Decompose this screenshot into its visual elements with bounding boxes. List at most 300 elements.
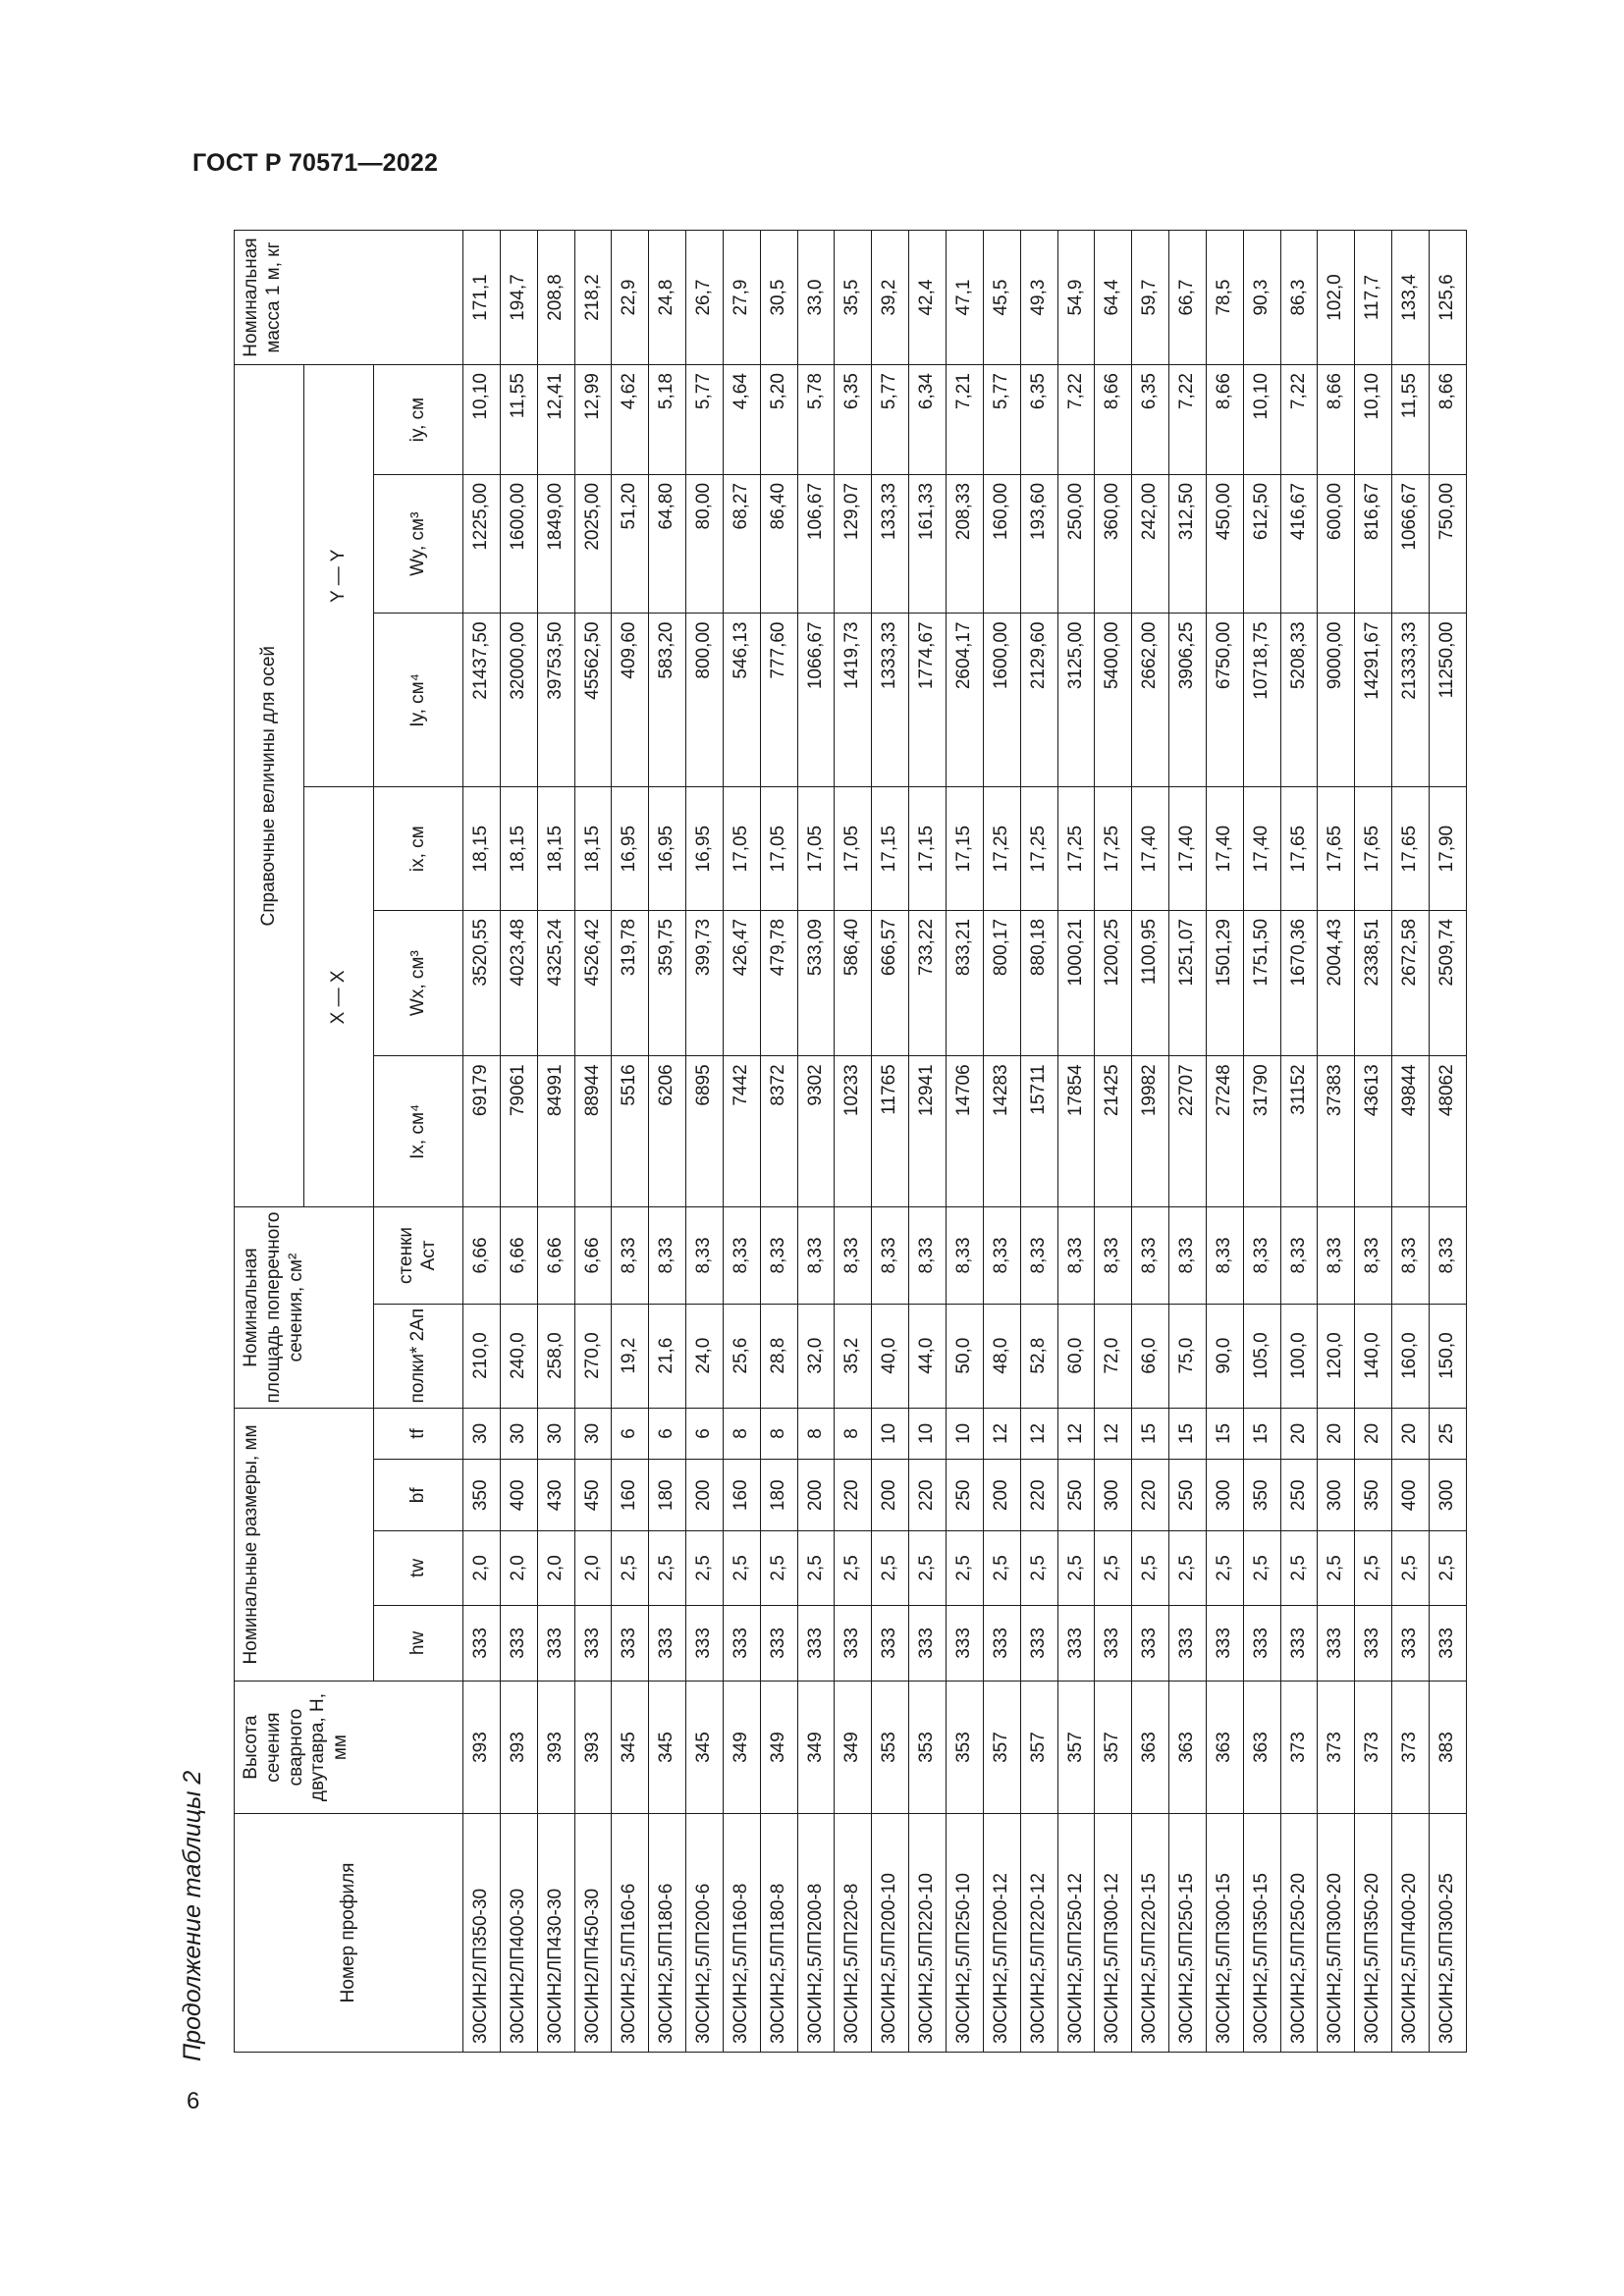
table-cell: 357	[1020, 1682, 1057, 1814]
table-cell: 2,0	[537, 1531, 574, 1605]
table-cell: 333	[1280, 1605, 1318, 1682]
table-cell: 8,66	[1206, 365, 1243, 475]
header-axis-x: X — X	[304, 787, 374, 1207]
table-cell: 17,15	[946, 787, 983, 911]
table-cell: 17,05	[760, 787, 797, 911]
standard-title: ГОСТ Р 70571—2022	[192, 149, 439, 177]
table-cell: 88944	[574, 1056, 612, 1207]
table-cell: 200	[686, 1460, 724, 1531]
header-profile-number: Номер профиля	[235, 1813, 463, 2052]
table-cell: 8,66	[1318, 365, 1355, 475]
profile-table	[234, 230, 1467, 2053]
table-cell: 84991	[537, 1056, 574, 1207]
table-cell: 4,64	[723, 365, 760, 475]
table-cell: 31790	[1243, 1056, 1280, 1207]
table-cell: 69179	[463, 1056, 501, 1207]
table-cell: 5,18	[649, 365, 686, 475]
table-cell: 8,33	[1429, 1207, 1466, 1304]
table-row	[574, 231, 612, 2053]
table-cell: 27,9	[723, 231, 760, 365]
header-nominal-dimensions: Номинальные размеры, мм	[235, 1408, 374, 1682]
table-cell: 333	[1132, 1605, 1169, 1682]
table-cell: 30СИН2,5ЛП300-12	[1095, 1813, 1132, 2052]
table-cell: 15	[1169, 1408, 1207, 1460]
table-cell: 15	[1206, 1408, 1243, 1460]
table-cell: 10	[909, 1408, 947, 1460]
table-cell: 6895	[686, 1056, 724, 1207]
table-cell: 250,00	[1057, 474, 1095, 614]
table-cell: 17,25	[983, 787, 1020, 911]
table-cell: 2,5	[723, 1531, 760, 1605]
table-cell: 333	[686, 1605, 724, 1682]
table-row	[1095, 231, 1132, 2053]
table-cell: 2,5	[1392, 1531, 1430, 1605]
table-cell: 1251,07	[1169, 910, 1207, 1055]
table-cell: 333	[872, 1605, 909, 1682]
table-cell: 45562,50	[574, 614, 612, 787]
table-cell: 21425	[1095, 1056, 1132, 1207]
header-bf: bf	[374, 1460, 463, 1531]
table-row	[500, 231, 537, 2053]
table-cell: 30СИН2,5ЛП220-8	[835, 1813, 872, 2052]
table-cell: 750,00	[1429, 474, 1466, 614]
table-cell: 4,62	[612, 365, 649, 475]
table-cell: 333	[1020, 1605, 1057, 1682]
table-cell: 30СИН2,5ЛП350-15	[1243, 1813, 1280, 2052]
table-cell: 393	[463, 1682, 501, 1814]
table-cell: 1849,00	[537, 474, 574, 614]
table-cell: 383	[1429, 1682, 1466, 1814]
header-axis-y: Y — Y	[304, 365, 374, 787]
table-cell: 2662,00	[1132, 614, 1169, 787]
table-cell: 26,7	[686, 231, 724, 365]
table-cell: 777,60	[760, 614, 797, 787]
table-cell: 12941	[909, 1056, 947, 1207]
table-cell: 17,05	[835, 787, 872, 911]
table-row	[463, 231, 501, 2053]
table-cell: 333	[574, 1605, 612, 1682]
table-cell: 208,33	[946, 474, 983, 614]
table-cell: 24,0	[686, 1304, 724, 1408]
table-cell: 106,67	[797, 474, 835, 614]
table-cell: 6,35	[835, 365, 872, 475]
table-cell: 18,15	[574, 787, 612, 911]
table-cell: 8,33	[946, 1207, 983, 1304]
table-cell: 333	[612, 1605, 649, 1682]
table-cell: 353	[872, 1682, 909, 1814]
page-number: 6	[187, 2088, 200, 2114]
table-row	[1429, 231, 1466, 2053]
table-cell: 1600,00	[983, 614, 1020, 787]
table-cell: 160,00	[983, 474, 1020, 614]
header-area-web: стенки Aст	[374, 1207, 463, 1304]
table-cell: 49,3	[1020, 231, 1057, 365]
table-cell: 600,00	[1318, 474, 1355, 614]
table-cell: 8,33	[1355, 1207, 1392, 1304]
table-cell: 86,3	[1280, 231, 1318, 365]
table-cell: 24,8	[649, 231, 686, 365]
header-tf: tf	[374, 1408, 463, 1460]
table-cell: 30СИН2,5ЛП220-10	[909, 1813, 947, 2052]
table-cell: 6,66	[500, 1207, 537, 1304]
table-row	[872, 231, 909, 2053]
table-cell: 90,0	[1206, 1304, 1243, 1408]
table-row	[723, 231, 760, 2053]
table-cell: 25	[1429, 1408, 1466, 1460]
table-cell: 2,5	[1169, 1531, 1207, 1605]
table-row	[1318, 231, 1355, 2053]
table-cell: 17,15	[909, 787, 947, 911]
header-hw: hw	[374, 1605, 463, 1682]
table-cell: 6,35	[1132, 365, 1169, 475]
table-cell: 160,0	[1392, 1304, 1430, 1408]
table-row	[1243, 231, 1280, 2053]
table-cell: 359,75	[649, 910, 686, 1055]
table-cell: 30СИН2,5ЛП180-6	[649, 1813, 686, 2052]
table-cell: 64,4	[1095, 231, 1132, 365]
table-cell: 300	[1095, 1460, 1132, 1531]
table-cell: 666,57	[872, 910, 909, 1055]
table-cell: 353	[946, 1682, 983, 1814]
table-cell: 7,22	[1057, 365, 1095, 475]
table-cell: 2025,00	[574, 474, 612, 614]
table-cell: 16,95	[612, 787, 649, 911]
table-cell: 2509,74	[1429, 910, 1466, 1055]
table-cell: 350	[1243, 1460, 1280, 1531]
table-cell: 333	[537, 1605, 574, 1682]
table-cell: 2672,58	[1392, 910, 1430, 1055]
table-row	[537, 231, 574, 2053]
table-cell: 8,33	[1206, 1207, 1243, 1304]
table-cell: 816,67	[1355, 474, 1392, 614]
table-row	[1392, 231, 1430, 2053]
table-cell: 399,73	[686, 910, 724, 1055]
table-cell: 2,5	[983, 1531, 1020, 1605]
table-cell: 2,5	[612, 1531, 649, 1605]
table-cell: 8,33	[1318, 1207, 1355, 1304]
table-cell: 345	[612, 1682, 649, 1814]
table-cell: 35,2	[835, 1304, 872, 1408]
table-cell: 393	[537, 1682, 574, 1814]
table-cell: 353	[909, 1682, 947, 1814]
table-cell: 14706	[946, 1056, 983, 1207]
table-cell: 2,5	[835, 1531, 872, 1605]
table-cell: 416,67	[1280, 474, 1318, 614]
table-cell: 25,6	[723, 1304, 760, 1408]
table-cell: 17,40	[1206, 787, 1243, 911]
table-cell: 479,78	[760, 910, 797, 1055]
table-cell: 75,0	[1169, 1304, 1207, 1408]
table-cell: 5208,33	[1280, 614, 1318, 787]
table-cell: 2,5	[1057, 1531, 1095, 1605]
table-cell: 546,13	[723, 614, 760, 787]
table-cell: 17,65	[1355, 787, 1392, 911]
table-cell: 1501,29	[1206, 910, 1243, 1055]
table-cell: 30	[500, 1408, 537, 1460]
table-row	[1280, 231, 1318, 2053]
table-cell: 5400,00	[1095, 614, 1132, 787]
table-cell: 12,41	[537, 365, 574, 475]
table-row	[1020, 231, 1057, 2053]
header-nominal-mass: Номинальная масса 1 м, кг	[235, 231, 463, 365]
table-cell: 8,33	[1020, 1207, 1057, 1304]
table-cell: 30СИН2,5ЛП220-15	[1132, 1813, 1169, 2052]
table-cell: 8,66	[1429, 365, 1466, 475]
table-cell: 12	[1095, 1408, 1132, 1460]
table-cell: 8	[797, 1408, 835, 1460]
table-cell: 39,2	[872, 231, 909, 365]
table-cell: 300	[1318, 1460, 1355, 1531]
table-cell: 2,5	[760, 1531, 797, 1605]
table-cell: 200	[983, 1460, 1020, 1531]
table-cell: 17,65	[1280, 787, 1318, 911]
table-cell: 8	[760, 1408, 797, 1460]
table-cell: 79061	[500, 1056, 537, 1207]
table-cell: 30СИН2,5ЛП180-8	[760, 1813, 797, 2052]
table-cell: 210,0	[463, 1304, 501, 1408]
table-cell: 17,40	[1132, 787, 1169, 911]
table-cell: 6206	[649, 1056, 686, 1207]
header-iy: Iy, см⁴	[374, 614, 463, 787]
table-cell: 6,66	[537, 1207, 574, 1304]
table-cell: 363	[1132, 1682, 1169, 1814]
table-cell: 19,2	[612, 1304, 649, 1408]
table-cell: 39753,50	[537, 614, 574, 787]
table-cell: 333	[1392, 1605, 1430, 1682]
table-cell: 1100,95	[1132, 910, 1169, 1055]
table-cell: 220	[1020, 1460, 1057, 1531]
table-cell: 800,17	[983, 910, 1020, 1055]
table-cell: 333	[835, 1605, 872, 1682]
table-cell: 10718,75	[1243, 614, 1280, 787]
table-cell: 8	[835, 1408, 872, 1460]
table-cell: 400	[1392, 1460, 1430, 1531]
table-cell: 2,5	[946, 1531, 983, 1605]
table-cell: 17,40	[1169, 787, 1207, 911]
table-cell: 533,09	[797, 910, 835, 1055]
table-cell: 21,6	[649, 1304, 686, 1408]
table-cell: 11765	[872, 1056, 909, 1207]
table-body	[463, 231, 1467, 2053]
table-cell: 7,22	[1169, 365, 1207, 475]
table-cell: 333	[1429, 1605, 1466, 1682]
table-cell: 18,15	[500, 787, 537, 911]
table-cell: 11,55	[1392, 365, 1430, 475]
table-cell: 100,0	[1280, 1304, 1318, 1408]
table-cell: 140,0	[1355, 1304, 1392, 1408]
table-cell: 8,33	[983, 1207, 1020, 1304]
table-cell: 373	[1392, 1682, 1430, 1814]
table-cell: 64,80	[649, 474, 686, 614]
table-cell: 1000,21	[1057, 910, 1095, 1055]
table-cell: 19982	[1132, 1056, 1169, 1207]
table-cell: 133,4	[1392, 231, 1430, 365]
table-cell: 30СИН2,5ЛП300-25	[1429, 1813, 1466, 2052]
table-cell: 345	[686, 1682, 724, 1814]
table-cell: 2,5	[1206, 1531, 1243, 1605]
table-cell: 22707	[1169, 1056, 1207, 1207]
table-cell: 17,65	[1318, 787, 1355, 911]
table-cell: 349	[797, 1682, 835, 1814]
table-cell: 105,0	[1243, 1304, 1280, 1408]
table-cell: 7442	[723, 1056, 760, 1207]
table-cell: 1200,25	[1095, 910, 1132, 1055]
table-row	[946, 231, 983, 2053]
table-cell: 8,33	[909, 1207, 947, 1304]
table-cell: 800,00	[686, 614, 724, 787]
table-cell: 22,9	[612, 231, 649, 365]
table-cell: 8,33	[686, 1207, 724, 1304]
table-cell: 2,0	[500, 1531, 537, 1605]
table-cell: 1225,00	[463, 474, 501, 614]
table-cell: 18,15	[537, 787, 574, 911]
table-cell: 16,95	[649, 787, 686, 911]
table-cell: 4526,42	[574, 910, 612, 1055]
table-cell: 240,0	[500, 1304, 537, 1408]
table-cell: 30СИН2,5ЛП200-12	[983, 1813, 1020, 2052]
table-cell: 59,7	[1132, 231, 1169, 365]
table-cell: 35,5	[835, 231, 872, 365]
table-cell: 8,33	[1057, 1207, 1095, 1304]
table-cell: 357	[1095, 1682, 1132, 1814]
table-cell: 3906,25	[1169, 614, 1207, 787]
table-cell: 10233	[835, 1056, 872, 1207]
table-cell: 12	[983, 1408, 1020, 1460]
table-cell: 45,5	[983, 231, 1020, 365]
table-cell: 349	[835, 1682, 872, 1814]
table-cell: 6	[649, 1408, 686, 1460]
table-cell: 30СИН2,5ЛП250-12	[1057, 1813, 1095, 2052]
table-cell: 30СИН2,5ЛП300-15	[1206, 1813, 1243, 2052]
table-cell: 220	[835, 1460, 872, 1531]
table-cell: 1066,67	[797, 614, 835, 787]
table-cell: 150,0	[1429, 1304, 1466, 1408]
table-row	[909, 231, 947, 2053]
table-cell: 373	[1280, 1682, 1318, 1814]
table-row	[1169, 231, 1207, 2053]
table-cell: 78,5	[1206, 231, 1243, 365]
table-cell: 5,77	[686, 365, 724, 475]
table-cell: 5,77	[983, 365, 1020, 475]
table-cell: 270,0	[574, 1304, 612, 1408]
table-cell: 333	[649, 1605, 686, 1682]
table-cell: 30СИН2ЛП450-30	[574, 1813, 612, 2052]
table-cell: 426,47	[723, 910, 760, 1055]
table-cell: 6	[612, 1408, 649, 1460]
table-cell: 30,5	[760, 231, 797, 365]
table-row	[1355, 231, 1392, 2053]
table-cell: 8,66	[1095, 365, 1132, 475]
header-section-height: Высота сечения сварного двутавра, H, мм	[235, 1682, 463, 1814]
table-cell: 10	[946, 1408, 983, 1460]
table-cell: 32000,00	[500, 614, 537, 787]
table-cell: 66,7	[1169, 231, 1207, 365]
table-cell: 50,0	[946, 1304, 983, 1408]
table-cell: 357	[1057, 1682, 1095, 1814]
table-cell: 8372	[760, 1056, 797, 1207]
table-cell: 12	[1057, 1408, 1095, 1460]
table-cell: 333	[797, 1605, 835, 1682]
table-cell: 5,78	[797, 365, 835, 475]
table-cell: 30СИН2,5ЛП160-6	[612, 1813, 649, 2052]
table-cell: 11,55	[500, 365, 537, 475]
table-cell: 21333,33	[1392, 614, 1430, 787]
table-cell: 2,5	[1020, 1531, 1057, 1605]
table-cell: 48,0	[983, 1304, 1020, 1408]
table-cell: 30СИН2ЛП430-30	[537, 1813, 574, 2052]
table-cell: 8,33	[1392, 1207, 1430, 1304]
table-cell: 333	[1057, 1605, 1095, 1682]
table-cell: 15711	[1020, 1056, 1057, 1207]
table-cell: 20	[1355, 1408, 1392, 1460]
table-cell: 3520,55	[463, 910, 501, 1055]
table-cell: 583,20	[649, 614, 686, 787]
table-cell: 17,25	[1095, 787, 1132, 911]
table-cell: 8,33	[649, 1207, 686, 1304]
table-cell: 90,3	[1243, 231, 1280, 365]
table-cell: 2,5	[686, 1531, 724, 1605]
table-cell: 333	[1095, 1605, 1132, 1682]
table-cell: 171,1	[463, 231, 501, 365]
table-cell: 30	[463, 1408, 501, 1460]
table-cell: 2,5	[1429, 1531, 1466, 1605]
table-cell: 5516	[612, 1056, 649, 1207]
table-cell: 72,0	[1095, 1304, 1132, 1408]
table-cell: 333	[1243, 1605, 1280, 1682]
table-cell: 430	[537, 1460, 574, 1531]
table-cell: 20	[1392, 1408, 1430, 1460]
table-cell: 11250,00	[1429, 614, 1466, 787]
table-cell: 18,15	[463, 787, 501, 911]
table-cell: 8,33	[723, 1207, 760, 1304]
table-cell: 17,25	[1020, 787, 1057, 911]
header-radius-x: ix, см	[374, 787, 463, 911]
table-cell: 2,5	[649, 1531, 686, 1605]
table-cell: 6,34	[909, 365, 947, 475]
table-cell: 48062	[1429, 1056, 1466, 1207]
table-cell: 42,4	[909, 231, 947, 365]
table-cell: 6,66	[463, 1207, 501, 1304]
table-cell: 44,0	[909, 1304, 947, 1408]
table-cell: 833,21	[946, 910, 983, 1055]
table-cell: 8,33	[797, 1207, 835, 1304]
table-cell: 17,25	[1057, 787, 1095, 911]
header-wy: Wy, см³	[374, 474, 463, 614]
table-cell: 393	[500, 1682, 537, 1814]
table-cell: 733,22	[909, 910, 947, 1055]
table-cell: 117,7	[1355, 231, 1392, 365]
table-cell: 2,5	[1132, 1531, 1169, 1605]
table-cell: 86,40	[760, 474, 797, 614]
table-cell: 15	[1132, 1408, 1169, 1460]
table-cell: 80,00	[686, 474, 724, 614]
table-cell: 30СИН2,5ЛП250-15	[1169, 1813, 1207, 2052]
table-cell: 8,33	[1169, 1207, 1207, 1304]
table-row	[797, 231, 835, 2053]
table-cell: 194,7	[500, 231, 537, 365]
table-cell: 300	[1429, 1460, 1466, 1531]
table-cell: 21437,50	[463, 614, 501, 787]
header-radius-y: iy, см	[374, 365, 463, 475]
table-cell: 2,5	[1318, 1531, 1355, 1605]
table-cell: 4325,24	[537, 910, 574, 1055]
table-cell: 333	[760, 1605, 797, 1682]
table-cell: 51,20	[612, 474, 649, 614]
table-cell: 30	[574, 1408, 612, 1460]
header-tw: tw	[374, 1531, 463, 1605]
table-cell: 16,95	[686, 787, 724, 911]
table-cell: 2,5	[1280, 1531, 1318, 1605]
